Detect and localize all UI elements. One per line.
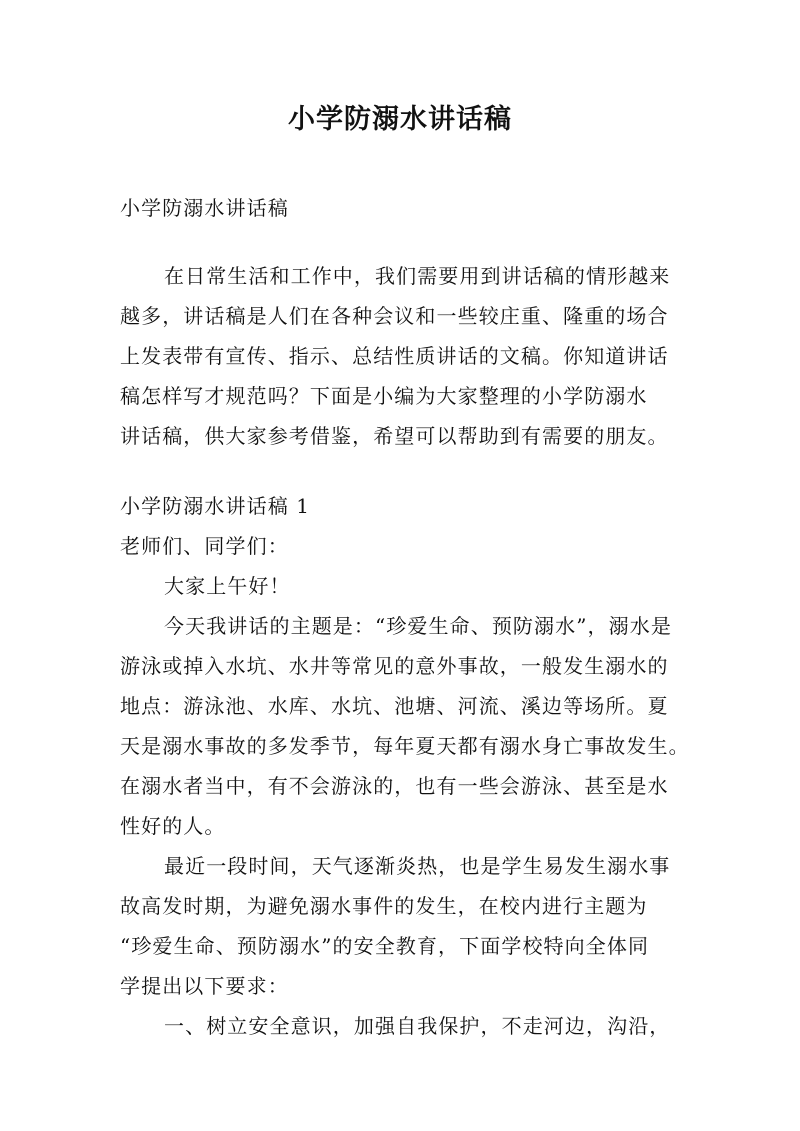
salutation: 老师们、同学们： <box>120 534 289 558</box>
intro-line: 上发表带有宣传、指示、总结性质讲话的文稿。你知道讲话 <box>120 344 669 368</box>
paragraph-line: 地点：游泳池、水库、水坑、池塘、河流、溪边等场所。夏 <box>120 694 669 718</box>
intro-line: 讲话稿，供大家参考借鉴，希望可以帮助到有需要的朋友。 <box>120 424 669 448</box>
subtitle-text: 小学防溺水讲话稿 <box>120 196 289 220</box>
paragraph-line: “珍爱生命、预防溺水”的安全教育，下面学校特向全体同 <box>120 934 650 958</box>
paragraph-line: 游泳或掉入水坑、水井等常见的意外事故，一般发生溺水的 <box>120 654 669 678</box>
paragraph-line: 天是溺水事故的多发季节，每年夏天都有溺水身亡事故发生。 <box>120 734 690 758</box>
paragraph-line: 今天我讲话的主题是：“珍爱生命、预防溺水”，溺水是 <box>164 614 672 638</box>
document-subtitle <box>120 188 696 228</box>
intro-line: 越多，讲话稿是人们在各种会议和一些较庄重、隆重的场合 <box>120 304 669 328</box>
paragraph-line: 学提出以下要求： <box>120 974 289 998</box>
intro-paragraph <box>120 256 696 456</box>
paragraph-line: 在溺水者当中，有不会游泳的，也有一些会游泳、甚至是水 <box>120 774 669 798</box>
paragraph-line: 最近一段时间，天气逐渐炎热，也是学生易发生溺水事 <box>164 854 671 878</box>
greeting: 大家上午好！ <box>164 574 291 598</box>
intro-line: 在日常生活和工作中，我们需要用到讲话稿的情形越来 <box>164 264 671 288</box>
document-title: 小学防溺水讲话稿 <box>288 104 512 135</box>
speech-body <box>120 486 696 1046</box>
paragraph-line: 性好的人。 <box>120 814 226 838</box>
paragraph-line: 故高发时期，为避免溺水事件的发生，在校内进行主题为 <box>120 894 648 918</box>
section-heading: 小学防溺水讲话稿 1 <box>120 494 311 518</box>
paragraph-line: 一、树立安全意识，加强自我保护，不走河边，沟沿， <box>164 1014 671 1038</box>
intro-line: 稿怎样写才规范吗？下面是小编为大家整理的小学防溺水 <box>120 384 648 408</box>
